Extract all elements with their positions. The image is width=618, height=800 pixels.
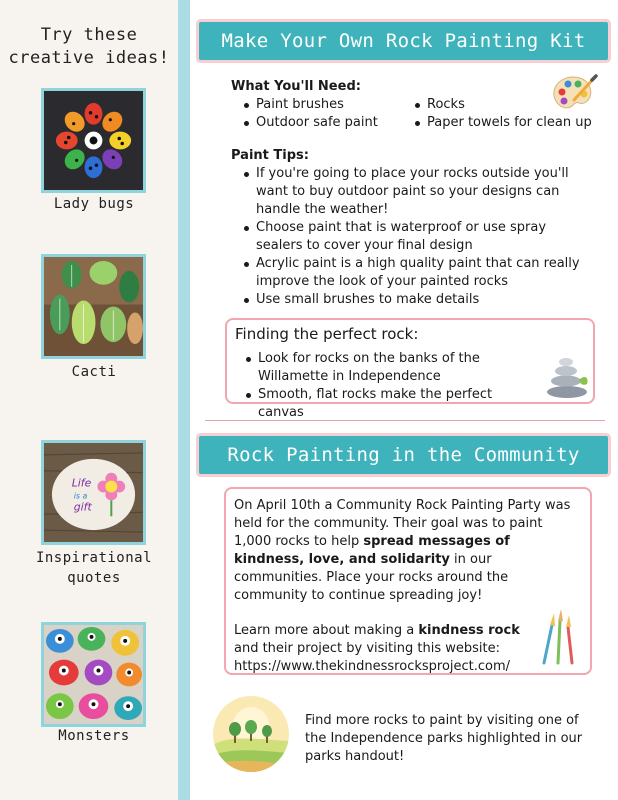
tips-heading: Paint Tips:	[231, 148, 309, 163]
inspirational-caption-line1: Inspirational	[35, 550, 153, 566]
need-list-col1	[241, 96, 411, 132]
list-item: Acrylic paint is a high quality paint that can really improve the look of your painted rocks	[241, 255, 586, 291]
list-item: Smooth, flat rocks make the perfect canvas	[243, 386, 513, 422]
community-paragraph-2	[234, 622, 534, 676]
ladybugs-caption	[0, 194, 188, 214]
rock-quote-line3: gift	[73, 500, 92, 514]
list-item: Choose paint that is waterproof or use spray sealers to cover your final design	[241, 219, 586, 255]
paintbrushes-icon	[538, 607, 578, 665]
kindness-rock-bold: kindness rock	[418, 623, 520, 638]
list-item: If you're going to place your rocks outside you'll want to buy outdoor paint so your designs can handle the weather!	[241, 165, 586, 219]
cacti-image	[41, 254, 146, 359]
tips-list	[241, 165, 586, 309]
park-landscape-icon	[212, 695, 290, 773]
community-text: and their project by visiting this website:	[234, 641, 500, 656]
kindness-rocks-url[interactable]: https://www.thekindnessrocksproject.com/	[234, 659, 511, 674]
inspirational-caption	[0, 548, 188, 588]
footer-text: Find more rocks to paint by visiting one of the Independence parks highlighted in our parks handout!	[305, 713, 583, 764]
inspirational-quotes-image	[41, 440, 146, 545]
need-heading: What You'll Need:	[231, 79, 361, 94]
section-divider	[205, 420, 605, 421]
monsters-image	[41, 622, 146, 727]
ladybugs-caption-text: Lady bugs	[53, 196, 135, 212]
rock-quote-line1: Life	[71, 476, 92, 490]
community-bold-text: spread messages of kindness, love, and solidarity	[234, 534, 510, 567]
community-text: On April 10th a Community Rock Painting Party was held for the community. Their goal was to paint 1,000 rocks to help	[234, 498, 571, 549]
community-box	[224, 487, 592, 675]
list-item: Rocks	[412, 96, 602, 114]
community-paragraph-1	[234, 497, 582, 605]
monsters-caption-text: Monsters	[58, 728, 130, 744]
list-item: Look for rocks on the banks of the Willamette in Independence	[243, 350, 513, 386]
community-text: Learn more about making a	[234, 623, 419, 638]
sidebar-heading	[0, 24, 178, 70]
list-item: Use small brushes to make details	[241, 291, 586, 309]
list-item: Paper towels for clean up	[412, 114, 602, 132]
community-text: in our communities. Place your rocks around the community to continue spreading joy!	[234, 552, 509, 603]
palette-icon	[548, 70, 598, 116]
finding-rock-list	[243, 350, 513, 422]
monsters-caption	[0, 726, 188, 746]
sidebar-heading-line2: creative ideas!	[8, 48, 170, 68]
ladybugs-image	[41, 88, 146, 193]
finding-rock-title: Finding the perfect rock:	[235, 325, 419, 343]
cacti-caption-text: Cacti	[71, 364, 117, 380]
cacti-caption	[0, 362, 188, 382]
sidebar-heading-line1: Try these	[40, 25, 138, 45]
kit-title-banner: Make Your Own Rock Painting Kit	[199, 22, 608, 60]
sidebar-stripe	[178, 0, 190, 800]
rock-quote-line2: is a	[73, 491, 88, 501]
inspirational-caption-line2: quotes	[67, 570, 121, 586]
list-item: Paint brushes	[241, 96, 411, 114]
list-item: Outdoor safe paint	[241, 114, 411, 132]
community-title-banner: Rock Painting in the Community	[199, 436, 608, 474]
stacked-stones-icon	[545, 354, 591, 400]
finding-rock-box	[225, 318, 595, 420]
